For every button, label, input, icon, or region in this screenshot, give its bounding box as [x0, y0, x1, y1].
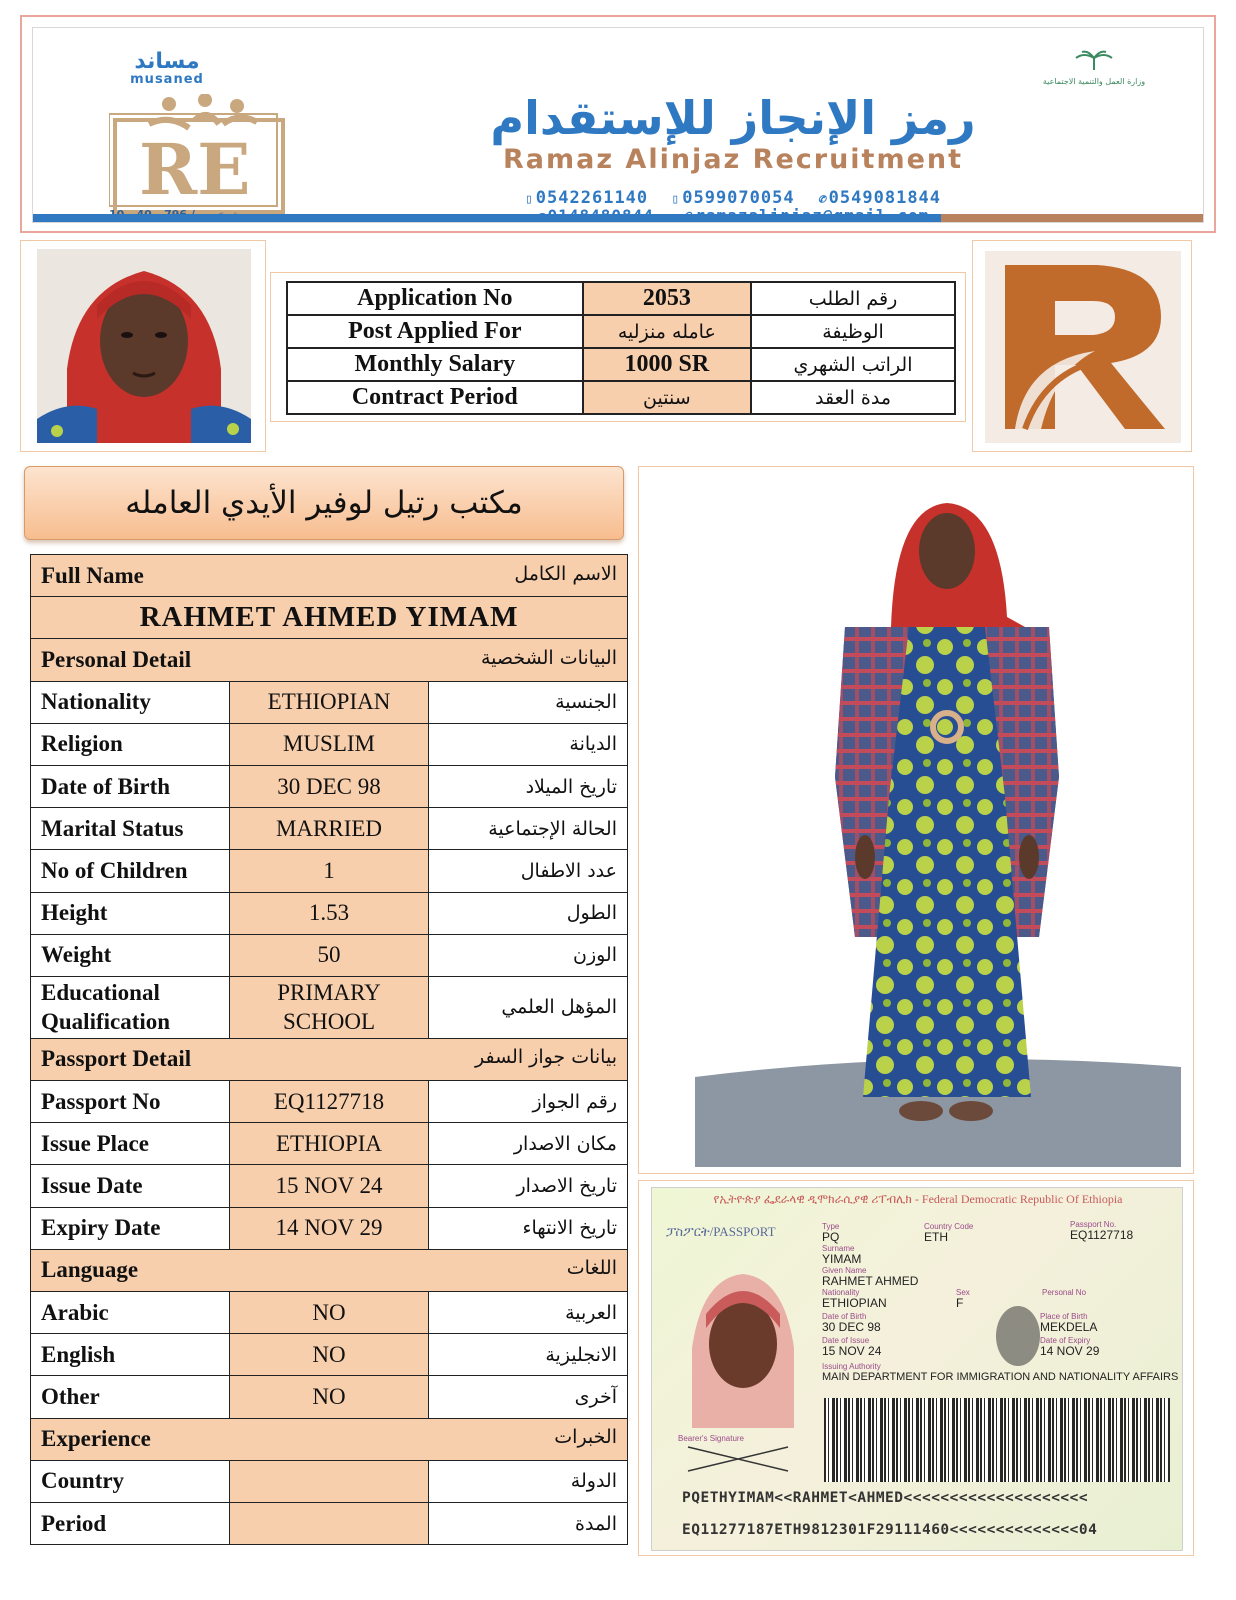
portrait-frame [20, 240, 266, 452]
table-row [31, 976, 628, 1038]
table-row [31, 892, 628, 934]
marital-value: MARRIED [230, 808, 429, 850]
contract-label: Contract Period [287, 381, 583, 414]
passport-dob: Date of Birth 30 DEC 98 [822, 1312, 881, 1334]
passport-authority: Issuing Authority MAIN DEPARTMENT FOR IMMIGRATION AND NATIONALITY AFFAIRS [822, 1362, 1179, 1383]
passport-mrz-line-2: EQ11277187ETH9812301F29111460<<<<<<<<<<<<<<04 [682, 1522, 1098, 1538]
table-row [31, 639, 628, 681]
issue-date-label: Issue Date [31, 1165, 230, 1207]
dob-label-ar: تاريخ الميلاد [429, 765, 628, 807]
passport-no-label-ar: رقم الجواز [429, 1081, 628, 1123]
svg-text:RE: RE [139, 128, 251, 211]
nationality-value: ETHIOPIAN [230, 681, 429, 723]
table-row [287, 348, 955, 381]
table-row [31, 1081, 628, 1123]
application-no-value: 2053 [583, 282, 751, 315]
language-header [31, 1249, 628, 1291]
mobile-icon: ▯ [671, 192, 681, 207]
issue-date-label-ar: تاريخ الاصدار [429, 1165, 628, 1207]
height-label-ar: الطول [429, 892, 628, 934]
application-no-label: Application No [287, 282, 583, 315]
passport-no-label: Passport No [31, 1081, 230, 1123]
passport-detail-label-ar: بيانات جواز السفر [475, 1046, 617, 1069]
education-value-line2: SCHOOL [282, 1009, 375, 1035]
banner-bar-blue [33, 214, 941, 223]
table-row [31, 934, 628, 976]
r-logo-frame [972, 240, 1192, 452]
table-row [31, 1165, 628, 1207]
contract-value: سنتين [583, 381, 751, 414]
marital-label: Marital Status [31, 808, 230, 850]
full-name-value: RAHMET AHMED YIMAM [31, 597, 628, 639]
table-row [31, 1207, 628, 1249]
table-row [31, 808, 628, 850]
musaned-english: musaned [130, 72, 204, 87]
table-row [31, 723, 628, 765]
phone-2: ▯ 0599070054 [671, 188, 795, 208]
table-row [31, 1123, 628, 1165]
arabic-value: NO [230, 1292, 429, 1334]
ministry-text: وزارة العمل والتنمية الاجتماعية [1042, 77, 1146, 86]
re-logo-icon [109, 94, 295, 214]
period-label-ar: المدة [429, 1502, 628, 1544]
passport-country: Country Code ETH [924, 1222, 974, 1244]
musaned-logo [97, 49, 237, 87]
personal-detail-label-ar: البيانات الشخصية [480, 646, 617, 669]
other-label-ar: آخرى [429, 1376, 628, 1418]
passport-surname: Surname YIMAM [822, 1244, 862, 1266]
passport-image [651, 1187, 1183, 1551]
salary-label-ar: الراتب الشهري [751, 348, 955, 381]
company-name-arabic: رمز الإنجاز للإستقدام [490, 91, 976, 145]
children-label: No of Children [31, 850, 230, 892]
dob-label: Date of Birth [31, 765, 230, 807]
application-no-label-ar: رقم الطلب [751, 282, 955, 315]
table-row [287, 282, 955, 315]
table-row [31, 1249, 628, 1291]
table-row [31, 597, 628, 639]
company-name-english: Ramaz Alinjaz Recruitment [502, 144, 964, 175]
banner-inner [32, 27, 1204, 223]
weight-label: Weight [31, 934, 230, 976]
religion-label: Religion [31, 723, 230, 765]
whatsapp: ✆ 0549081844 [817, 188, 942, 208]
application-box [270, 272, 966, 422]
passport-given-name: Given Name RAHMET AHMED [822, 1266, 919, 1288]
experience-header [31, 1418, 628, 1460]
contact-phones [353, 188, 1113, 208]
table-row [31, 1038, 628, 1080]
religion-label-ar: الديانة [429, 723, 628, 765]
applicant-full-photo [695, 477, 1181, 1167]
personal-detail-header [31, 639, 628, 681]
passport-no-value: EQ1127718 [230, 1081, 429, 1123]
musaned-arabic: مساند [134, 49, 200, 74]
passport-barcode [824, 1398, 1170, 1482]
ministry-logo [1039, 50, 1149, 87]
expiry-date-label-ar: تاريخ الانتهاء [429, 1207, 628, 1249]
table-row [287, 381, 955, 414]
signature-label: Bearer's Signature [678, 1434, 745, 1443]
english-label-ar: الانجليزية [429, 1334, 628, 1376]
table-row [31, 1418, 628, 1460]
personal-detail-label: Personal Detail [41, 646, 192, 672]
table-row [31, 1376, 628, 1418]
period-label: Period [31, 1502, 230, 1544]
full-name-label: Full Name [41, 562, 144, 588]
education-label-line2: Qualification [41, 1009, 171, 1035]
passport-frame [638, 1180, 1194, 1556]
education-value-line1: PRIMARY [277, 980, 381, 1006]
passport-type: Type PQ [822, 1222, 840, 1244]
children-value: 1 [230, 850, 429, 892]
table-row [31, 850, 628, 892]
height-label: Height [31, 892, 230, 934]
issue-place-value: ETHIOPIA [230, 1123, 429, 1165]
passport-number: Passport No. EQ1127718 [1070, 1220, 1134, 1242]
post-value: عامله منزليه [583, 315, 751, 348]
table-row [287, 315, 955, 348]
religion-value: MUSLIM [230, 723, 429, 765]
passport-signature [678, 1434, 808, 1474]
passport-photo [682, 1268, 804, 1428]
period-value [230, 1502, 429, 1544]
table-row [31, 1292, 628, 1334]
passport-detail-label: Passport Detail [41, 1046, 192, 1072]
issue-place-label-ar: مكان الاصدار [429, 1123, 628, 1165]
full-photo-frame [638, 466, 1194, 1174]
arabic-label-ar: العربية [429, 1292, 628, 1334]
dob-value: 30 DEC 98 [230, 765, 429, 807]
application-table [286, 281, 956, 415]
table-row [31, 1460, 628, 1502]
education-value [230, 976, 429, 1038]
education-label-ar: المؤهل العلمي [429, 976, 628, 1038]
passport-pob: Place of Birth MEKDELA [1040, 1312, 1098, 1334]
table-row [31, 1334, 628, 1376]
weight-label-ar: الوزن [429, 934, 628, 976]
education-label [31, 976, 230, 1038]
country-label-ar: الدولة [429, 1460, 628, 1502]
passport-header: የኢትዮጵያ ፌደራላዊ ዲሞክራሲያዊ ሪፐብሊክ - Federal Democratic Republic Of Ethiopia [713, 1192, 1123, 1206]
passport-issue-date: Date of Issue 15 NOV 24 [822, 1336, 882, 1358]
other-value: NO [230, 1376, 429, 1418]
table-row [31, 1502, 628, 1544]
passport-expiry-date: Date of Expiry 14 NOV 29 [1040, 1336, 1100, 1358]
contract-label-ar: مدة العقد [751, 381, 955, 414]
english-label: English [31, 1334, 230, 1376]
nationality-label: Nationality [31, 681, 230, 723]
english-value: NO [230, 1334, 429, 1376]
passport-title: ፓስፖርት/PASSPORT [666, 1224, 776, 1239]
country-label: Country [31, 1460, 230, 1502]
salary-value: 1000 SR [583, 348, 751, 381]
phone-1: ▯ 0542261140 [524, 188, 649, 208]
signature-mark-icon [678, 1443, 808, 1473]
country-value [230, 1460, 429, 1502]
children-label-ar: عدد الاطفال [429, 850, 628, 892]
issue-place-label: Issue Place [31, 1123, 230, 1165]
marital-label-ar: الحالة الإجتماعية [429, 808, 628, 850]
full-name-header [31, 555, 628, 597]
language-label: Language [41, 1257, 139, 1283]
arabic-label: Arabic [31, 1292, 230, 1334]
table-row [31, 681, 628, 723]
header-banner [20, 15, 1216, 233]
r-logo-icon [985, 251, 1181, 443]
office-title: مكتب رتيل لوفير الأيدي العامله [24, 466, 624, 540]
full-name-label-ar: الاسم الكامل [514, 562, 617, 585]
nationality-label-ar: الجنسية [429, 681, 628, 723]
passport-nationality: Nationality ETHIOPIAN [822, 1288, 887, 1310]
salary-label: Monthly Salary [287, 348, 583, 381]
issue-date-value: 15 NOV 24 [230, 1165, 429, 1207]
applicant-portrait-photo [37, 249, 251, 443]
expiry-date-value: 14 NOV 29 [230, 1207, 429, 1249]
whatsapp-icon: ✆ [817, 192, 827, 207]
table-row [31, 555, 628, 597]
mobile-icon: ▯ [524, 192, 534, 207]
banner-bar-gold [941, 214, 1204, 223]
passport-personal-no: Personal No [1042, 1288, 1087, 1297]
details-table [30, 554, 628, 1545]
passport-mrz-line-1: PQETHYIMAM<<RAHMET<AHMED<<<<<<<<<<<<<<<<<<<< [682, 1490, 1089, 1506]
experience-label-ar: الخبرات [554, 1426, 617, 1449]
language-label-ar: اللغات [566, 1257, 617, 1280]
table-row [31, 765, 628, 807]
post-label-ar: الوظيفة [751, 315, 955, 348]
weight-value: 50 [230, 934, 429, 976]
experience-label: Experience [41, 1426, 151, 1452]
post-label: Post Applied For [287, 315, 583, 348]
height-value: 1.53 [230, 892, 429, 934]
other-label: Other [31, 1376, 230, 1418]
passport-detail-header [31, 1038, 628, 1080]
palm-tree-icon [1070, 50, 1118, 72]
education-label-line1: Educational [41, 980, 160, 1006]
passport-sex: Sex F [956, 1288, 970, 1310]
expiry-date-label: Expiry Date [31, 1207, 230, 1249]
